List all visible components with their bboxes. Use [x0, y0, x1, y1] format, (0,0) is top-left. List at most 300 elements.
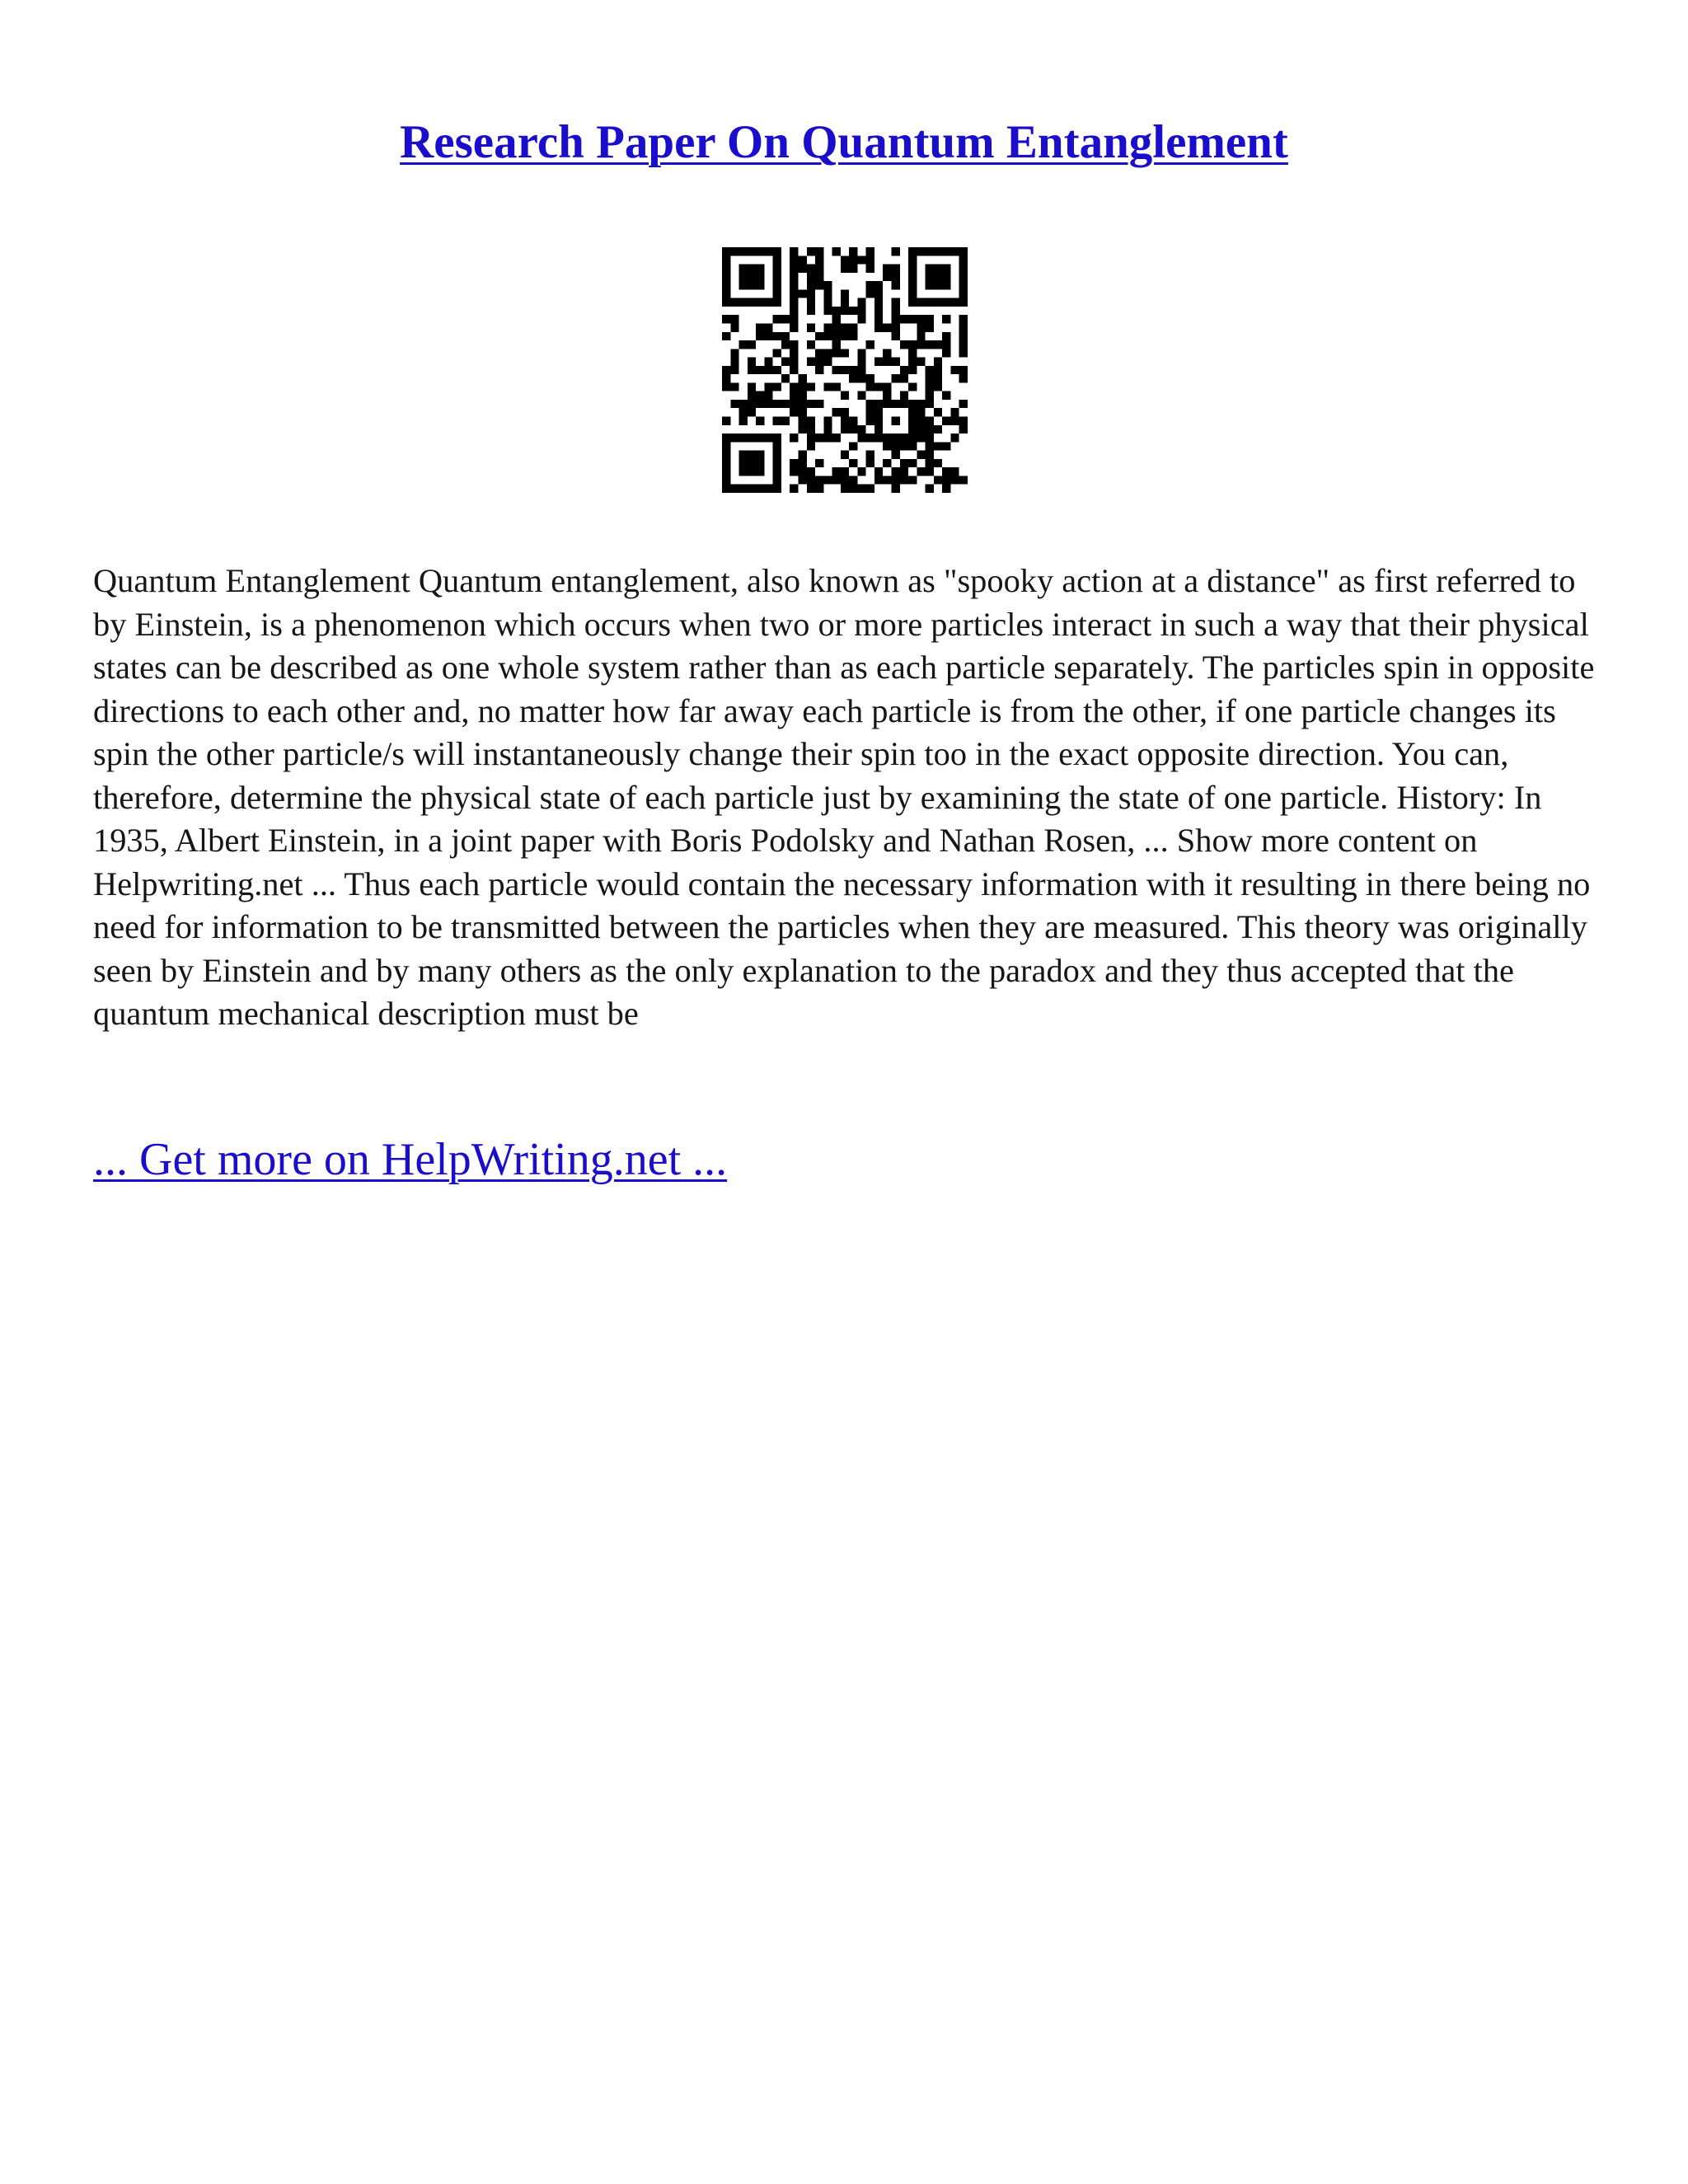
qr-module: [866, 485, 874, 493]
qr-module: [959, 400, 968, 408]
qr-module: [815, 459, 823, 467]
qr-module: [908, 400, 917, 408]
qr-module: [841, 451, 849, 459]
qr-module: [950, 467, 959, 476]
qr-module: [934, 281, 942, 289]
qr-module: [942, 247, 950, 255]
qr-module: [866, 451, 874, 459]
qr-module: [934, 476, 942, 484]
qr-module: [908, 340, 917, 349]
qr-module: [807, 323, 815, 331]
qr-module: [790, 289, 798, 298]
qr-module: [841, 366, 849, 374]
qr-module: [908, 442, 917, 450]
qr-module: [832, 366, 841, 374]
qr-module: [815, 358, 823, 366]
qr-module: [748, 366, 756, 374]
qr-module: [900, 374, 908, 382]
qr-module: [722, 451, 730, 459]
qr-module: [926, 467, 934, 476]
page-title: [0, 114, 1688, 171]
qr-module: [908, 417, 917, 425]
qr-module: [798, 451, 806, 459]
qr-module: [959, 374, 968, 382]
qr-module: [892, 281, 900, 289]
qr-module: [857, 434, 865, 442]
qr-module: [781, 374, 790, 382]
qr-module: [756, 434, 764, 442]
qr-module: [959, 425, 968, 434]
qr-module: [748, 247, 756, 255]
qr-module: [790, 434, 798, 442]
qr-module: [892, 485, 900, 493]
qr-module: [892, 247, 900, 255]
qr-module: [756, 332, 764, 340]
qr-module: [739, 417, 748, 425]
qr-module: [798, 408, 806, 416]
qr-module: [722, 374, 730, 382]
qr-module: [773, 366, 781, 374]
qr-module: [959, 417, 968, 425]
qr-module: [874, 425, 883, 434]
qr-module: [908, 273, 917, 281]
qr-module: [807, 265, 815, 273]
qr-module: [798, 417, 806, 425]
qr-module: [908, 247, 917, 255]
qr-module: [942, 391, 950, 400]
qr-module: [773, 451, 781, 459]
qr-module: [857, 307, 865, 315]
qr-module: [807, 307, 815, 315]
qr-module: [773, 315, 781, 323]
qr-module: [832, 349, 841, 357]
qr-module: [892, 273, 900, 281]
qr-module: [959, 323, 968, 331]
qr-module: [722, 315, 730, 323]
qr-module: [730, 315, 738, 323]
qr-module: [815, 332, 823, 340]
qr-module: [926, 400, 934, 408]
qr-module: [841, 332, 849, 340]
qr-module: [866, 400, 874, 408]
qr-module: [908, 366, 917, 374]
qr-module: [722, 476, 730, 484]
qr-module: [722, 332, 730, 340]
qr-module: [790, 323, 798, 331]
qr-module: [926, 323, 934, 331]
qr-module: [849, 323, 857, 331]
qr-module: [849, 425, 857, 434]
qr-module: [748, 273, 756, 281]
qr-module: [908, 281, 917, 289]
qr-module: [781, 315, 790, 323]
qr-module: [926, 247, 934, 255]
qr-module: [874, 400, 883, 408]
qr-module: [849, 307, 857, 315]
qr-module: [798, 255, 806, 264]
qr-module: [866, 265, 874, 273]
get-more-link[interactable]: ... Get more on HelpWriting.net ...: [93, 1134, 728, 1185]
qr-module: [874, 323, 883, 331]
qr-module: [959, 332, 968, 340]
qr-module: [773, 349, 781, 357]
qr-module: [748, 451, 756, 459]
qr-module: [739, 400, 748, 408]
qr-module: [942, 265, 950, 273]
qr-module: [942, 340, 950, 349]
qr-module: [756, 467, 764, 476]
qr-module: [857, 374, 865, 382]
qr-module: [798, 265, 806, 273]
qr-module: [748, 298, 756, 307]
qr-module: [773, 417, 781, 425]
qr-module: [959, 273, 968, 281]
qr-module: [849, 485, 857, 493]
qr-module: [849, 366, 857, 374]
qr-module: [892, 315, 900, 323]
qr-module: [756, 281, 764, 289]
qr-module: [807, 467, 815, 476]
qr-module: [942, 281, 950, 289]
qr-module: [807, 340, 815, 349]
qr-module: [926, 434, 934, 442]
qr-module: [950, 247, 959, 255]
qr-module: [959, 366, 968, 374]
qr-module: [892, 442, 900, 450]
qr-module: [764, 298, 772, 307]
qr-module: [756, 451, 764, 459]
qr-module: [866, 382, 874, 391]
qr-module: [959, 298, 968, 307]
qr-module: [739, 485, 748, 493]
qr-module: [798, 459, 806, 467]
qr-module: [908, 425, 917, 434]
qr-module: [790, 315, 798, 323]
qr-module: [790, 467, 798, 476]
qr-module: [857, 358, 865, 366]
qr-module: [841, 425, 849, 434]
qr-module: [730, 358, 738, 366]
qr-module: [773, 289, 781, 298]
qr-module: [773, 400, 781, 408]
qr-module: [849, 476, 857, 484]
qr-module: [790, 340, 798, 349]
qr-module: [874, 315, 883, 323]
qr-module: [892, 358, 900, 366]
qr-module: [764, 358, 772, 366]
qr-module: [748, 467, 756, 476]
qr-module: [739, 467, 748, 476]
qr-module: [908, 349, 917, 357]
qr-module: [866, 408, 874, 416]
qr-module: [908, 434, 917, 442]
qr-module: [781, 358, 790, 366]
qr-module: [934, 382, 942, 391]
qr-module: [764, 247, 772, 255]
qr-module: [900, 391, 908, 400]
qr-module: [807, 425, 815, 434]
qr-module: [849, 374, 857, 382]
qr-module: [900, 366, 908, 374]
qr-module: [841, 485, 849, 493]
qr-module: [790, 391, 798, 400]
qr-module: [959, 315, 968, 323]
qr-module: [722, 366, 730, 374]
qr-module: [823, 476, 832, 484]
qr-module: [807, 434, 815, 442]
qr-module: [790, 358, 798, 366]
qr-module: [773, 281, 781, 289]
qr-module: [823, 332, 832, 340]
qr-module: [798, 467, 806, 476]
get-more-line: [93, 1131, 727, 1188]
qr-module: [807, 400, 815, 408]
qr-module: [722, 459, 730, 467]
qr-module: [739, 459, 748, 467]
qr-module: [739, 273, 748, 281]
qr-module: [874, 358, 883, 366]
qr-module: [857, 467, 865, 476]
qr-module: [892, 298, 900, 307]
qr-module: [959, 247, 968, 255]
qr-module: [773, 273, 781, 281]
qr-module: [832, 408, 841, 416]
qr-module: [926, 366, 934, 374]
qr-module: [926, 265, 934, 273]
qr-module: [908, 408, 917, 416]
qr-module: [722, 265, 730, 273]
qr-module: [908, 476, 917, 484]
qr-module: [900, 476, 908, 484]
qr-module: [950, 408, 959, 416]
qr-module: [756, 273, 764, 281]
qr-module: [807, 281, 815, 289]
qr-module: [841, 467, 849, 476]
qr-module: [926, 417, 934, 425]
qr-module: [866, 289, 874, 298]
qr-module: [908, 265, 917, 273]
qr-module: [849, 417, 857, 425]
qr-code-icon: [722, 247, 968, 493]
qr-module: [832, 382, 841, 391]
qr-module: [883, 323, 891, 331]
qr-module: [823, 417, 832, 425]
qr-module: [857, 366, 865, 374]
qr-module: [866, 281, 874, 289]
qr-module: [815, 476, 823, 484]
qr-module: [807, 442, 815, 450]
qr-module: [781, 400, 790, 408]
qr-module: [756, 417, 764, 425]
qr-module: [841, 349, 849, 357]
qr-module: [756, 323, 764, 331]
qr-module: [756, 265, 764, 273]
qr-module: [773, 476, 781, 484]
qr-module: [730, 323, 738, 331]
qr-module: [874, 476, 883, 484]
qr-module: [773, 459, 781, 467]
qr-module: [722, 467, 730, 476]
qr-module: [950, 434, 959, 442]
qr-module: [823, 434, 832, 442]
qr-module: [849, 459, 857, 467]
qr-module: [730, 298, 738, 307]
qr-module: [926, 485, 934, 493]
qr-module: [722, 417, 730, 425]
qr-module: [748, 382, 756, 391]
qr-module: [892, 374, 900, 382]
qr-module: [815, 265, 823, 273]
qr-module: [908, 315, 917, 323]
qr-module: [823, 323, 832, 331]
qr-module: [756, 366, 764, 374]
qr-module: [798, 476, 806, 484]
qr-module: [926, 315, 934, 323]
qr-module: [764, 382, 772, 391]
qr-module: [739, 281, 748, 289]
qr-module: [790, 366, 798, 374]
qr-module: [764, 391, 772, 400]
qr-module: [874, 298, 883, 307]
qr-module: [917, 247, 925, 255]
qr-module: [807, 273, 815, 281]
qr-module: [748, 408, 756, 416]
qr-module: [764, 434, 772, 442]
qr-module: [730, 485, 738, 493]
qr-module: [815, 273, 823, 281]
qr-module: [832, 307, 841, 315]
qr-module: [798, 374, 806, 382]
qr-module: [832, 332, 841, 340]
qr-module: [815, 247, 823, 255]
title-link[interactable]: Research Paper On Quantum Entanglement: [400, 116, 1288, 168]
qr-module: [730, 366, 738, 374]
qr-module: [764, 332, 772, 340]
qr-module: [722, 434, 730, 442]
qr-module: [790, 349, 798, 357]
qr-module: [900, 434, 908, 442]
qr-module: [942, 273, 950, 281]
qr-module: [798, 382, 806, 391]
qr-module: [883, 391, 891, 400]
qr-module: [959, 281, 968, 289]
qr-module: [841, 408, 849, 416]
qr-module: [942, 442, 950, 450]
qr-module: [892, 417, 900, 425]
qr-module: [934, 265, 942, 273]
qr-module: [823, 425, 832, 434]
qr-module: [798, 391, 806, 400]
qr-module: [917, 323, 925, 331]
qr-module: [773, 442, 781, 450]
qr-module: [730, 434, 738, 442]
qr-module: [773, 485, 781, 493]
qr-module: [908, 298, 917, 307]
qr-module: [823, 382, 832, 391]
qr-module: [857, 391, 865, 400]
qr-module: [773, 255, 781, 264]
qr-module: [942, 417, 950, 425]
qr-module: [942, 476, 950, 484]
qr-module: [917, 340, 925, 349]
qr-module: [739, 408, 748, 416]
qr-module: [764, 366, 772, 374]
qr-module: [756, 400, 764, 408]
qr-module: [900, 340, 908, 349]
qr-module: [942, 298, 950, 307]
qr-module: [917, 451, 925, 459]
qr-module: [892, 434, 900, 442]
qr-module: [790, 255, 798, 264]
qr-module: [815, 349, 823, 357]
qr-module: [857, 298, 865, 307]
qr-module: [959, 349, 968, 357]
qr-module: [722, 281, 730, 289]
qr-module: [900, 442, 908, 450]
qr-module: [917, 434, 925, 442]
qr-module: [926, 374, 934, 382]
qr-module: [883, 382, 891, 391]
qr-module: [926, 459, 934, 467]
qr-module: [908, 459, 917, 467]
qr-module: [841, 265, 849, 273]
qr-module: [790, 281, 798, 289]
qr-module: [748, 434, 756, 442]
qr-module: [841, 323, 849, 331]
qr-module: [807, 298, 815, 307]
qr-module: [959, 476, 968, 484]
qr-module: [874, 417, 883, 425]
qr-module: [892, 467, 900, 476]
qr-module: [900, 315, 908, 323]
qr-module: [934, 358, 942, 366]
qr-module: [866, 434, 874, 442]
qr-module: [841, 391, 849, 400]
qr-module: [773, 265, 781, 273]
qr-module: [748, 281, 756, 289]
qr-module: [950, 298, 959, 307]
qr-module: [832, 340, 841, 349]
qr-module: [764, 400, 772, 408]
qr-module: [841, 298, 849, 307]
qr-module: [748, 340, 756, 349]
qr-module: [892, 476, 900, 484]
qr-module: [857, 425, 865, 434]
qr-module: [756, 391, 764, 400]
qr-module: [849, 442, 857, 450]
qr-module: [934, 273, 942, 281]
qr-module: [773, 467, 781, 476]
qr-module: [790, 408, 798, 416]
qr-module: [722, 442, 730, 450]
qr-module: [764, 323, 772, 331]
qr-module: [807, 417, 815, 425]
qr-module: [798, 400, 806, 408]
qr-module: [832, 434, 841, 442]
qr-module: [790, 400, 798, 408]
qr-module: [883, 349, 891, 357]
qr-module: [934, 298, 942, 307]
qr-module: [756, 459, 764, 467]
qr-module: [874, 467, 883, 476]
qr-module: [722, 485, 730, 493]
qr-module: [748, 358, 756, 366]
qr-module: [739, 247, 748, 255]
qr-module: [950, 476, 959, 484]
qr-module: [790, 265, 798, 273]
qr-module: [781, 340, 790, 349]
qr-module: [739, 265, 748, 273]
